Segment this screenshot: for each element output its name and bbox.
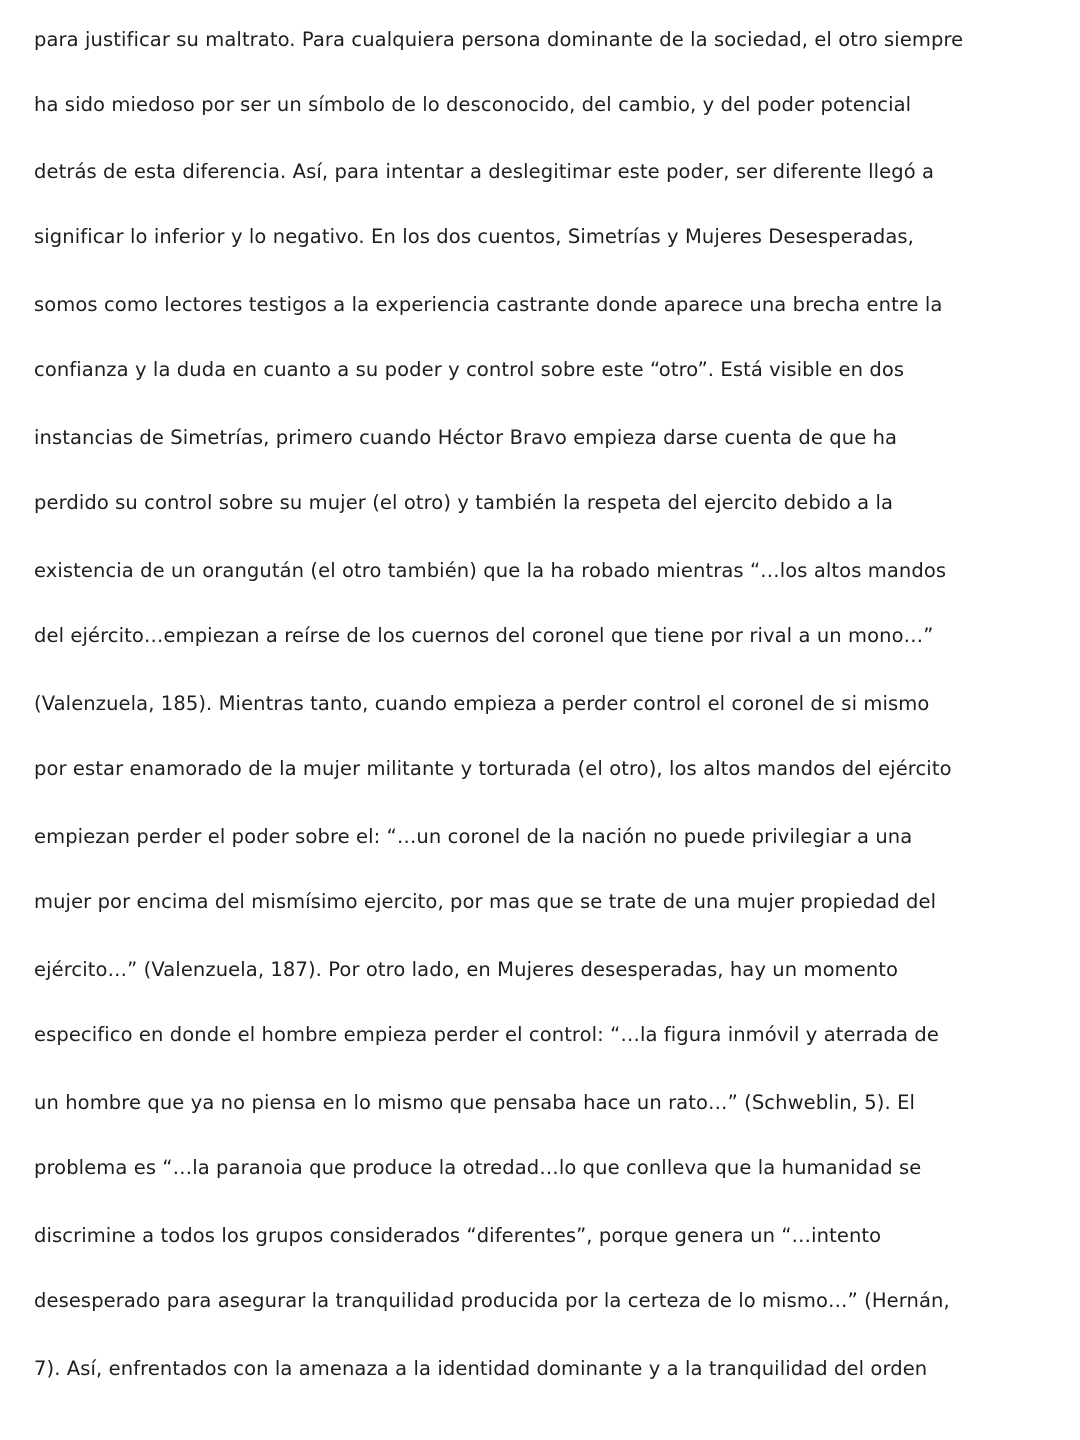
- text-line: especifico en donde el hombre empieza perder el control: “…la figura inmóvil y aterrada de: [34, 1023, 939, 1046]
- text-line: por estar enamorado de la mujer militante y torturada (el otro), los altos mandos del ejército: [34, 757, 952, 780]
- text-line: del ejército…empiezan a reírse de los cuernos del coronel que tiene por rival a un mono…”: [34, 624, 934, 647]
- text-line: (Valenzuela, 185). Mientras tanto, cuando empieza a perder control el coronel de si mismo: [34, 692, 930, 715]
- text-line: 7). Así, enfrentados con la amenaza a la identidad dominante y a la tranquilidad del orden: [34, 1357, 928, 1380]
- text-line: para justificar su maltrato. Para cualquiera persona dominante de la sociedad, el otro siempre: [34, 28, 964, 51]
- text-line: somos como lectores testigos a la experiencia castrante donde aparece una brecha entre la: [34, 293, 943, 316]
- text-line: mujer por encima del mismísimo ejercito, por mas que se trate de una mujer propiedad del: [34, 890, 937, 913]
- text-line: desesperado para asegurar la tranquilidad producida por la certeza de lo mismo…” (Hernán,: [34, 1289, 950, 1312]
- text-line: perdido su control sobre su mujer (el otro) y también la respeta del ejercito debido a la: [34, 491, 894, 514]
- text-line: existencia de un orangután (el otro también) que la ha robado mientras “…los altos mandos: [34, 559, 947, 582]
- text-line: confianza y la duda en cuanto a su poder y control sobre este “otro”. Está visible en dos: [34, 358, 905, 381]
- text-line: ejército…” (Valenzuela, 187). Por otro lado, en Mujeres desesperadas, hay un momento: [34, 958, 899, 981]
- text-line: detrás de esta diferencia. Así, para intentar a deslegitimar este poder, ser diferente llegó a: [34, 160, 935, 183]
- text-line: instancias de Simetrías, primero cuando Héctor Bravo empieza darse cuenta de que ha: [34, 426, 898, 449]
- text-line: discrimine a todos los grupos considerados “diferentes”, porque genera un “…intento: [34, 1224, 882, 1247]
- text-line: problema es “…la paranoia que produce la otredad…lo que conlleva que la humanidad se: [34, 1156, 922, 1179]
- text-line: un hombre que ya no piensa en lo mismo que pensaba hace un rato…” (Schweblin, 5). El: [34, 1091, 916, 1114]
- text-line: empiezan perder el poder sobre el: “…un coronel de la nación no puede privilegiar a una: [34, 825, 913, 848]
- text-line: ha sido miedoso por ser un símbolo de lo desconocido, del cambio, y del poder potencial: [34, 93, 912, 116]
- text-line: significar lo inferior y lo negativo. En los dos cuentos, Simetrías y Mujeres Desesperadas,: [34, 225, 914, 248]
